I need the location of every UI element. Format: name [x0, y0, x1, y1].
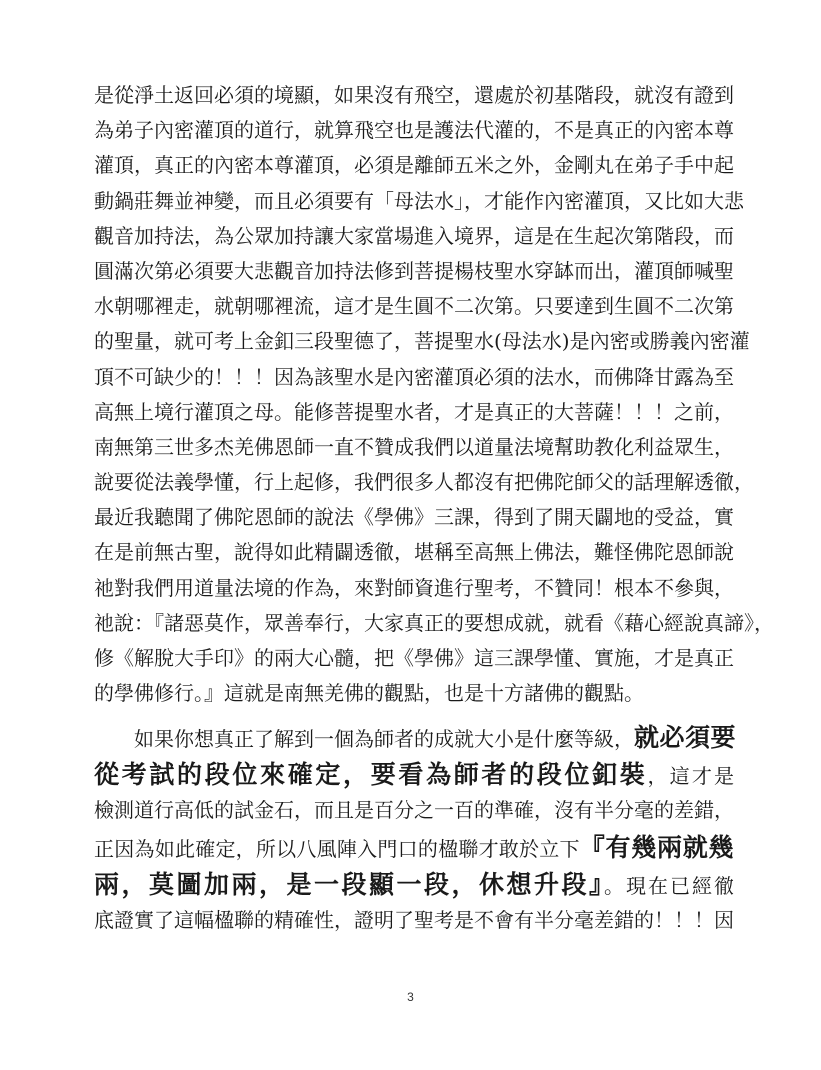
emphasized-text: 就必須要: [634, 723, 737, 753]
text-line: [94, 756, 734, 793]
body-text: [94, 78, 774, 938]
text-line: 動鍋莊舞並神變，而且必須要有「母法水」，才能作內密灌頂，又比如大悲: [94, 188, 744, 213]
text-line: 最近我聽聞了佛陀恩師的說法《學佛》三課，得到了開天闢地的受益，實: [94, 505, 734, 530]
text-line: 底證實了這幅楹聯的精確性，證明了聖考是不會有半分毫差錯的！！！因: [94, 907, 734, 932]
text-line: 修《解脫大手印》的兩大心髓，把《學佛》這三課學懂、實施，才是真正: [94, 646, 734, 670]
text-line: 說要從法義學懂，行上起修，我們很多人都沒有把佛陀師父的話理解透徹，: [94, 470, 754, 495]
text-line: 水朝哪裡走，就朝哪裡流，這才是生圓不二次第。只要達到生圓不二次第: [94, 294, 734, 319]
text-line: 祂對我們用道量法境的作為，來對師資進行聖考，不贊同！根本不參與，: [94, 575, 734, 600]
text-run: 正因為如此確定，所以八風陣入門口的楹聯才敢於立下: [94, 836, 580, 861]
text-line: 的學佛修行。』這就是南無羌佛的觀點，也是十方諸佛的觀點。: [94, 681, 644, 706]
text-line: 灌頂，真正的內密本尊灌頂，必須是離師五米之外，金剛丸在弟子手中起: [94, 153, 734, 178]
paragraph-1: [94, 78, 774, 711]
emphasized-text: 從考試的段位來確定，要看為師者的段位釦裝: [94, 760, 648, 790]
emphasized-text: 『有幾兩就幾: [579, 832, 734, 862]
text-line: 檢測道行高低的試金石，而且是百分之一百的準確，沒有半分毫的差錯，: [94, 798, 734, 823]
text-line: 為弟子內密灌頂的道行，就算飛空也是護法代灌的，不是真正的內密本尊: [94, 118, 734, 143]
text-line: [94, 719, 737, 756]
text-line: [94, 829, 734, 866]
text-line: 圓滿次第必須要大悲觀音加持法修到菩提楊枝聖水穿缽而出，灌頂師喊聖: [94, 258, 734, 283]
text-line: [94, 866, 734, 903]
text-line: 是從淨土返回必須的境顯，如果沒有飛空，還處於初基階段，就沒有證到: [94, 83, 734, 107]
paragraph-gap: [94, 711, 734, 719]
text-run: 。現在已經徹: [604, 873, 734, 898]
paragraph-2: [94, 719, 737, 937]
text-line: 頂不可缺少的！！！因為該聖水是內密灌頂必須的法水，而佛降甘露為至: [94, 364, 734, 389]
text-line: 觀音加持法，為公眾加持讓大家當場進入境界，這是在生起次第階段，而: [94, 223, 734, 248]
emphasized-text: 兩，莫圖加兩，是一段顯一段，休想升段』: [94, 869, 604, 899]
text-line: 在是前無古聖，說得如此精闢透徹，堪稱至高無上佛法，難怪佛陀恩師說: [94, 540, 734, 565]
text-run: ，這才是: [647, 764, 734, 789]
text-line: 的聖量，就可考上金釦三段聖德了，菩提聖水(母法水)是內密或勝義內密灌: [94, 329, 750, 354]
text-line: 祂說：『諸惡莫作，眾善奉行，大家真正的要想成就，就看《藉心經說真諦》，: [94, 610, 774, 635]
text-run: 如果你想真正了解到一個為師者的成就大小是什麼等級，: [134, 727, 634, 752]
page-number: 3: [407, 990, 414, 1004]
text-line: 南無第三世多杰羌佛恩師一直不贊成我們以道量法境幫助教化利益眾生，: [94, 434, 734, 459]
text-line: 高無上境行灌頂之母。能修菩提聖水者，才是真正的大菩薩！！！之前，: [94, 399, 734, 424]
